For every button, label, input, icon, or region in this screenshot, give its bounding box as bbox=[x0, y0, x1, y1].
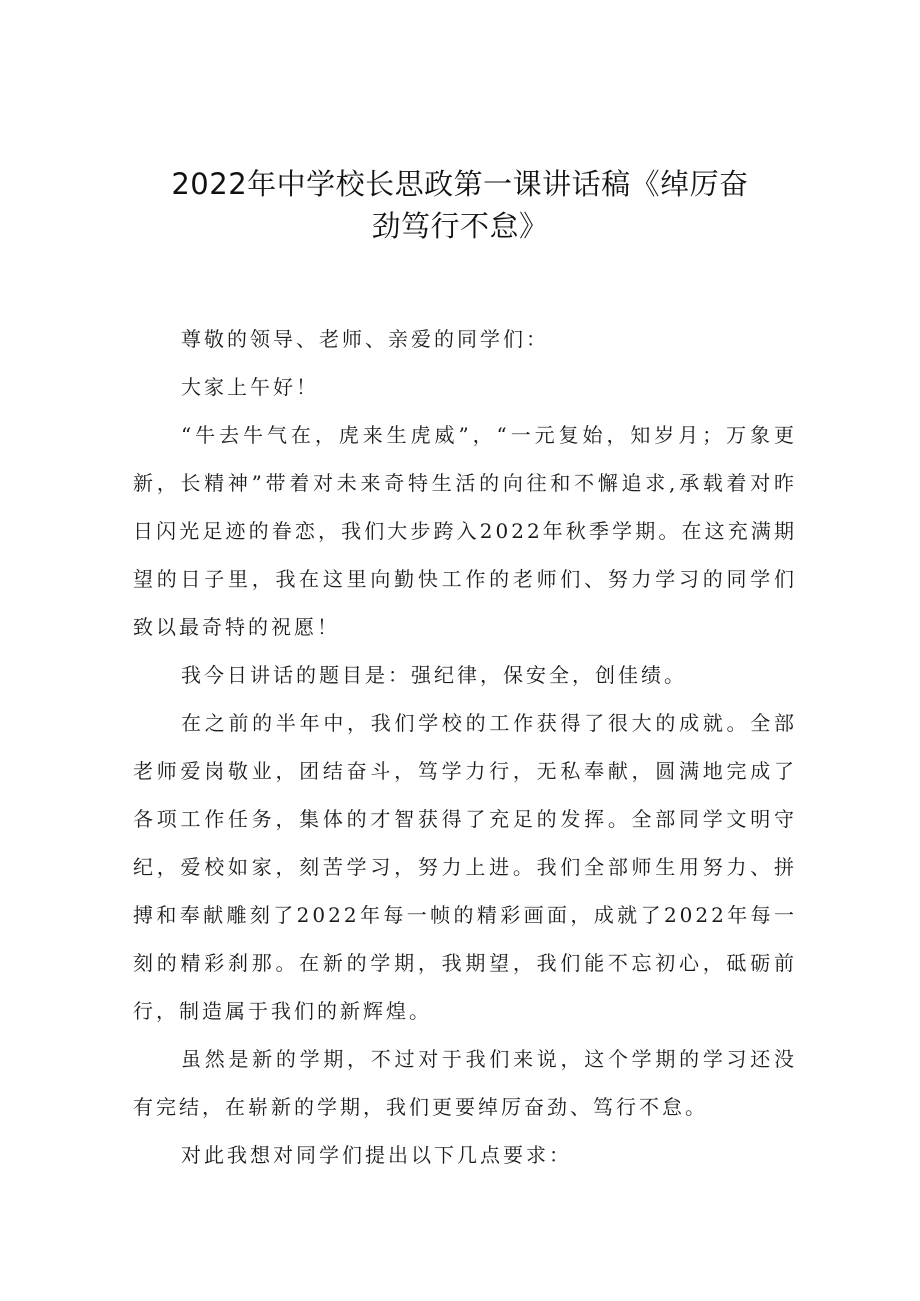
body-paragraph: 虽然是新的学期，不过对于我们来说，这个学期的学习还没有完结，在崭新的学期，我们更要绰厉奋劲、笃行不怠。 bbox=[133, 1047, 797, 1119]
document-body bbox=[133, 315, 797, 1179]
title-line-1: 2022年中学校长思政第一课讲话稿《绰厉奋 bbox=[171, 167, 749, 201]
page-title bbox=[110, 163, 810, 247]
body-paragraph: 对此我想对同学们提出以下几点要求： bbox=[181, 1143, 572, 1167]
greeting-paragraph: 大家上午好！ bbox=[181, 375, 319, 399]
salutation-paragraph: 尊敬的领导、老师、亲爱的同学们： bbox=[181, 327, 549, 351]
body-paragraph: 在之前的半年中，我们学校的工作获得了很大的成就。全部老师爱岗敬业，团结奋斗，笃学力行，无私奉献，圆满地完成了各项工作任务，集体的才智获得了充足的发挥。全部同学文明守纪，爱校如家，刻苦学习，努力上进。我们全部师生用努力、拼搏和奉献雕刻了2022年每一帧的精彩画面，成就了2022年每一刻的精彩刹那。在新的学期，我期望，我们能不忘初心，砥砺前行，制造属于我们的新辉煌。 bbox=[133, 711, 797, 1023]
body-paragraph: “牛去牛气在，虎来生虎威”，“一元复始，知岁月；万象更新，长精神”带着对未来奇特生活的向往和不懈追求,承载着对昨日闪光足迹的眷恋，我们大步跨入2022年秋季学期。在这充满期望的日子里，我在这里向勤快工作的老师们、努力学习的同学们致以最奇特的祝愿！ bbox=[133, 423, 797, 639]
title-line-2: 劲笃行不怠》 bbox=[371, 209, 549, 243]
topic-paragraph: 我今日讲话的题目是：强纪律，保安全，创佳绩。 bbox=[181, 663, 687, 687]
